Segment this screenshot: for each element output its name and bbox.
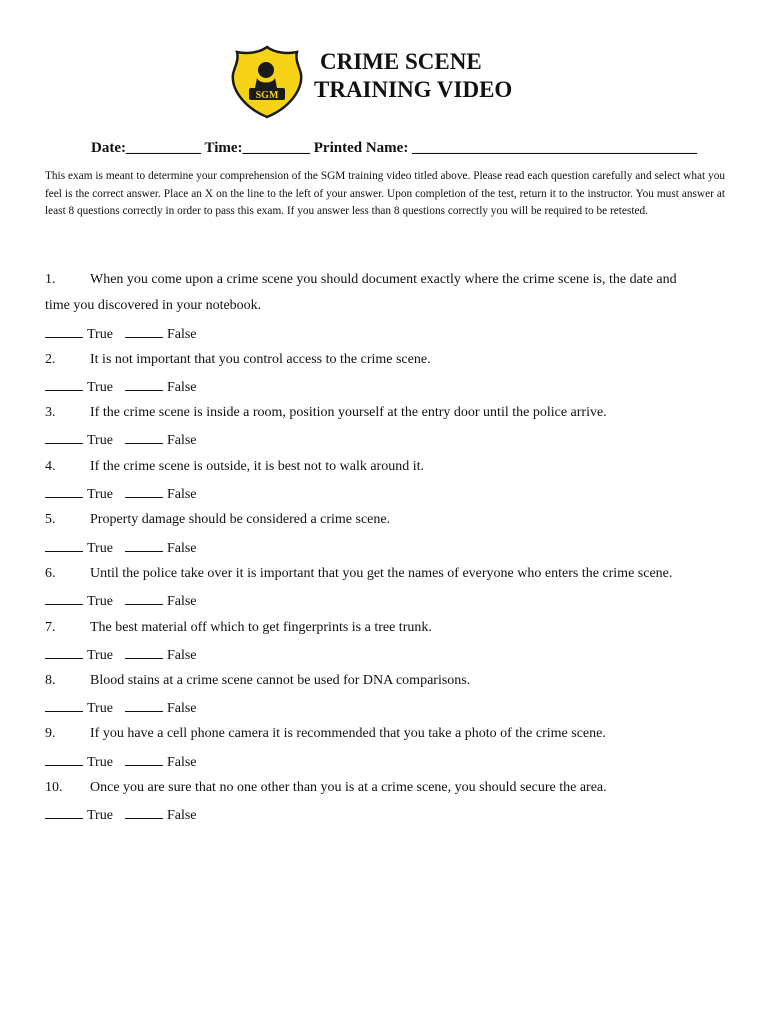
question-text: If you have a cell phone camera it is recommended that you take a photo of the crime scene.: [90, 726, 606, 741]
answer-options-4: [45, 485, 197, 503]
question-number: 9.: [45, 726, 56, 741]
instructions-paragraph: This exam is meant to determine your comprehension of the SGM training video titled above. Please read each question carefully and select what you feel is the correct answer. Place an X on the line to the left of your answer. Upon completion of the test, return it to the instructor. You must answer at least 8 questions correctly in order to pass this exam. If you answer less than 8 questions correctly you will be required to be retested.: [45, 170, 725, 217]
answer-options-2: [45, 378, 197, 396]
true-answer-line[interactable]: [45, 539, 83, 552]
question-text: When you come upon a crime scene you should document exactly where the crime scene is, the date and: [90, 272, 677, 287]
sgm-shield-logo: [229, 44, 305, 120]
false-label: False: [166, 380, 197, 395]
answer-options-1: [45, 325, 197, 343]
false-label: False: [166, 755, 197, 770]
true-answer-line[interactable]: [45, 485, 83, 498]
false-answer-line[interactable]: [125, 806, 163, 819]
question-number: 8.: [45, 673, 56, 688]
answer-options-7: [45, 646, 197, 664]
true-label: True: [87, 541, 113, 556]
date-time-name-line[interactable]: Date:__________ Time:_________ Printed Name: ______________________________________: [91, 140, 698, 156]
question-number: 4.: [45, 459, 56, 474]
question-text: Blood stains at a crime scene cannot be used for DNA comparisons.: [90, 673, 471, 688]
answer-options-10: [45, 806, 197, 824]
question-text: Once you are sure that no one other than you is at a crime scene, you should secure the area.: [90, 780, 607, 795]
question-text: The best material off which to get fingerprints is a tree trunk.: [90, 620, 432, 635]
false-label: False: [166, 541, 197, 556]
false-label: False: [166, 808, 197, 823]
svg-text:SGM: SGM: [255, 90, 279, 101]
question-text: Property damage should be considered a crime scene.: [90, 512, 391, 527]
true-label: True: [87, 433, 113, 448]
question-number: 1.: [45, 272, 56, 287]
false-label: False: [166, 433, 197, 448]
true-answer-line[interactable]: [45, 806, 83, 819]
false-answer-line[interactable]: [125, 753, 163, 766]
false-answer-line[interactable]: [125, 699, 163, 712]
answer-options-3: [45, 431, 197, 449]
true-answer-line[interactable]: [45, 325, 83, 338]
false-answer-line[interactable]: [125, 646, 163, 659]
false-answer-line[interactable]: [125, 592, 163, 605]
false-label: False: [166, 648, 197, 663]
question-number: 6.: [45, 566, 56, 581]
shield-icon: [229, 44, 305, 120]
true-label: True: [87, 808, 113, 823]
title-line-2: TRAINING VIDEO: [314, 77, 513, 102]
true-label: True: [87, 755, 113, 770]
question-number: 2.: [45, 352, 56, 367]
true-label: True: [87, 380, 113, 395]
answer-options-5: [45, 539, 197, 557]
false-answer-line[interactable]: [125, 378, 163, 391]
true-label: True: [87, 487, 113, 502]
false-label: False: [166, 327, 197, 342]
false-label: False: [166, 701, 197, 716]
answer-options-9: [45, 753, 197, 771]
title-line-1: CRIME SCENE: [320, 49, 482, 74]
true-answer-line[interactable]: [45, 592, 83, 605]
question-text: Until the police take over it is important that you get the names of everyone who enters the crime scene.: [90, 566, 673, 581]
question-text: If the crime scene is outside, it is best not to walk around it.: [90, 459, 424, 474]
true-label: True: [87, 327, 113, 342]
false-label: False: [166, 487, 197, 502]
true-answer-line[interactable]: [45, 378, 83, 391]
true-answer-line[interactable]: [45, 646, 83, 659]
false-label: False: [166, 594, 197, 609]
document-title: [314, 48, 513, 104]
question-text: It is not important that you control access to the crime scene.: [90, 352, 431, 367]
false-answer-line[interactable]: [125, 485, 163, 498]
question-number: 5.: [45, 512, 56, 527]
question-number: 7.: [45, 620, 56, 635]
answer-options-8: [45, 699, 197, 717]
true-answer-line[interactable]: [45, 699, 83, 712]
true-label: True: [87, 594, 113, 609]
question-text: If the crime scene is inside a room, position yourself at the entry door until the police arrive.: [90, 405, 607, 420]
true-label: True: [87, 648, 113, 663]
false-answer-line[interactable]: [125, 539, 163, 552]
false-answer-line[interactable]: [125, 431, 163, 444]
false-answer-line[interactable]: [125, 325, 163, 338]
question-number: 10.: [45, 780, 63, 795]
question-number: 3.: [45, 405, 56, 420]
question-text-continued: time you discovered in your notebook.: [45, 298, 262, 313]
true-answer-line[interactable]: [45, 431, 83, 444]
true-label: True: [87, 701, 113, 716]
answer-options-6: [45, 592, 197, 610]
true-answer-line[interactable]: [45, 753, 83, 766]
